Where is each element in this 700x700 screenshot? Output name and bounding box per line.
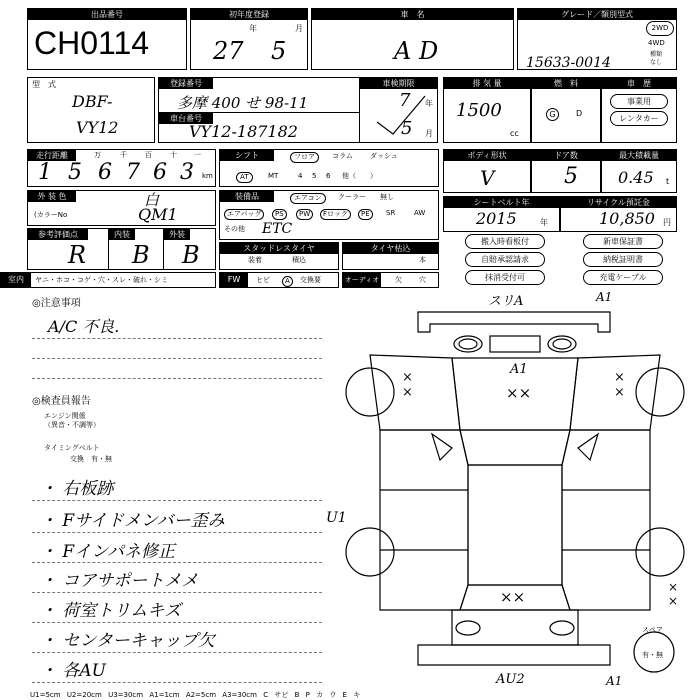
eval-box: [27, 228, 216, 270]
fw-box: [219, 272, 339, 288]
grade-label: グレード／類別型式: [518, 9, 676, 20]
recycle-box: [560, 196, 677, 232]
mileage-digit-2: 5: [68, 160, 82, 185]
equip-none: 無し: [380, 193, 394, 201]
fuel-label: 燃 料: [532, 78, 600, 89]
doc-charging-cable: 充電ケーブル: [583, 270, 663, 285]
caution-label: ◎注意事項: [32, 298, 81, 309]
mark-hood-x: ××: [506, 384, 532, 402]
body-shape-label: ボディ形状: [444, 150, 530, 161]
equip-pw: PW: [296, 209, 313, 220]
fw-a: A: [282, 276, 293, 287]
mark-rear-au2: AU2: [496, 672, 525, 687]
legend-sabi: サビ: [274, 691, 289, 699]
displacement-label: 排 気 量: [444, 78, 530, 89]
doc-signboard: 搬入時看板付: [465, 234, 545, 249]
displacement-value: 1500: [456, 100, 502, 121]
engine-label: エンジン関係 （異音・不調等）: [44, 412, 100, 429]
report-item-7: ・ 各AU: [40, 661, 107, 681]
inspection-month: 5: [401, 118, 413, 139]
color-no: QM1: [138, 205, 178, 224]
report-item-2: ・ Fサイドメンバー歪み: [40, 511, 225, 531]
mileage-unit-ichi: 一: [194, 151, 201, 159]
first-reg-year: 27: [213, 37, 244, 65]
room-box: [0, 272, 216, 288]
mark-left-side-u1: U1: [326, 510, 347, 526]
audio-box: [342, 272, 439, 288]
drive-none: 種類 なし: [650, 51, 663, 66]
grade-value: 15633-0014: [526, 55, 611, 71]
mark-rear-x: ××: [500, 588, 526, 606]
mark-front-a1: A1: [596, 290, 613, 304]
inspection-month-unit: 月: [425, 129, 433, 138]
doc-insurance: 自賠承認請求: [465, 252, 545, 267]
doc-deregistration: 抹消受付可: [465, 270, 545, 285]
rule-7: [32, 592, 322, 593]
other-value: ETC: [262, 221, 293, 237]
mileage-label: 走行距離: [28, 150, 76, 161]
doc-warranty: 新車保証書: [583, 234, 663, 249]
model-name-label: 車 名: [312, 9, 513, 20]
seatbelt-value: 2015: [476, 209, 517, 228]
drive-4wd: 4WD: [648, 39, 665, 47]
purpose-box: [601, 77, 677, 143]
mileage-digit-3: 6: [98, 160, 112, 185]
mileage-km: km: [202, 172, 213, 180]
mark-front-bumper: スリA: [488, 294, 524, 309]
color-box: [27, 190, 216, 226]
max-load-value: 0.45: [618, 168, 654, 187]
inspection-year-unit: 年: [425, 99, 433, 108]
mileage-digit-4: 7: [126, 160, 140, 185]
inspection-slash: [369, 92, 429, 140]
shift-column: コラム: [332, 152, 353, 160]
legend-a3: A3=30cm: [222, 691, 257, 699]
mark-right-front-x: ××: [612, 370, 627, 400]
exterior-value: B: [182, 241, 200, 269]
caution-text: A/C 不良.: [48, 317, 120, 336]
model-code-2: VY12: [76, 118, 119, 137]
rule-6: [32, 562, 322, 563]
mark-rear-a1: A1: [606, 674, 623, 688]
mileage-unit-hyaku: 百: [145, 151, 152, 159]
drive-2wd: 2WD: [646, 21, 674, 36]
shift-label: シフト: [220, 150, 274, 161]
equip-cooler: クーラー: [338, 193, 366, 201]
chassis-label: 車台番号: [159, 113, 213, 124]
studless-loaded: 積込: [292, 256, 306, 264]
model-name-box: [311, 8, 514, 70]
fuel-g: G: [546, 108, 559, 121]
registration-label: 登録番号: [159, 78, 213, 89]
doors-label: ドア数: [532, 150, 600, 161]
legend-bar: [30, 691, 700, 700]
report-item-5: ・ 荷室トリムキズ: [40, 601, 182, 621]
inspector-label: ◎検査員報告: [32, 396, 91, 407]
color-no-label: (カラーNo: [34, 211, 68, 219]
displacement-unit: cc: [510, 129, 519, 138]
month-unit: 月: [295, 24, 303, 33]
rule-1: [32, 338, 322, 339]
exterior-label: 外装: [164, 229, 190, 240]
body-shape-value: V: [480, 166, 495, 190]
timing-label: タイミングベルト: [44, 444, 100, 452]
equipment-label: 装備品: [220, 191, 274, 202]
studless-mounted: 装着: [248, 256, 262, 264]
report-item-6: ・ センターキャップ欠: [40, 631, 215, 651]
audio-label: オーディオ: [343, 273, 381, 287]
registration-box: [158, 77, 438, 143]
rule-8: [32, 622, 322, 623]
tire-box: [342, 242, 439, 270]
model-code-label: 型 式: [32, 80, 56, 89]
spare-options: 有・無: [642, 651, 663, 659]
fuel-box: [531, 77, 601, 143]
inspection-year: 7: [399, 90, 411, 111]
mileage-unit-juu: 十: [170, 151, 177, 159]
shift-dash: ダッシュ: [370, 152, 398, 160]
doc-tax: 納税証明書: [583, 252, 663, 267]
doors-box: [531, 149, 601, 193]
report-item-3: ・ Fインパネ修正: [40, 542, 176, 562]
tire-unit: 本: [419, 256, 426, 264]
equipment-box: [219, 190, 439, 240]
year-unit: 年: [249, 24, 257, 33]
legend-u3: U3=30cm: [108, 691, 144, 699]
mileage-unit-man: 万: [94, 151, 101, 159]
body-shape-box: [443, 149, 531, 193]
mark-right-rear-x: ××: [666, 580, 680, 608]
interior-label: 内装: [109, 229, 135, 240]
shift-5: 5: [312, 172, 317, 180]
recycle-value: 10,850: [599, 209, 655, 228]
registration-number: 多摩 400 せ 98-11: [177, 94, 309, 112]
fw-replace: 交換要: [300, 276, 321, 284]
seatbelt-box: [443, 196, 560, 232]
seatbelt-label: シートベルト年: [444, 197, 559, 208]
legend-p: P: [305, 691, 310, 699]
mileage-digit-6: 3: [180, 160, 194, 185]
equip-airbag: エアバッグ: [224, 209, 264, 220]
color-value: 白: [144, 191, 160, 209]
legend-u1: U1=5cm: [30, 691, 61, 699]
documents-box: [443, 232, 677, 288]
model-name: A D: [394, 37, 439, 65]
lot-number: CH0114: [34, 25, 150, 61]
legend-ka: カ: [316, 691, 324, 699]
legend-ki: キ: [353, 691, 361, 699]
report-item-1: ・ 右板跡: [40, 479, 114, 499]
shift-floor: フロア: [290, 152, 319, 163]
rule-10: [32, 682, 322, 683]
recycle-label: リサイクル預託金: [561, 197, 676, 208]
legend-a1: A1=1cm: [149, 691, 180, 699]
shift-mt: MT: [268, 172, 279, 180]
mileage-box: [27, 149, 216, 187]
legend-e: E: [342, 691, 347, 699]
shift-at: AT: [236, 172, 253, 183]
shift-6: 6: [326, 172, 331, 180]
rule-9: [32, 652, 322, 653]
mileage-unit-sen: 千: [120, 151, 127, 159]
lot-number-box: [27, 8, 187, 70]
legend-b: B: [294, 691, 300, 699]
doors-value: 5: [564, 164, 578, 189]
eval-value: R: [68, 241, 87, 269]
seatbelt-unit: 年: [540, 218, 548, 227]
inspection-label: 車検期限: [360, 78, 437, 89]
interior-value: B: [132, 241, 150, 269]
shift-box: [219, 149, 439, 187]
equip-aircon: エアコン: [290, 193, 326, 204]
rule-4: [32, 500, 322, 501]
max-load-unit: t: [666, 177, 670, 186]
rule-3: [32, 378, 322, 379]
max-load-box: [601, 149, 677, 193]
purpose-label: 車 歴: [602, 78, 676, 89]
audio-missing: 欠: [395, 276, 402, 284]
first-registration-label: 初年度登録: [191, 9, 307, 20]
equip-flock: Fロック: [320, 209, 351, 220]
lot-number-label: 出品番号: [28, 9, 186, 20]
legend-u: ウ: [329, 691, 337, 699]
shift-4: 4: [298, 172, 303, 180]
mileage-digit-1: 1: [38, 160, 52, 185]
spare-label: スペア: [642, 626, 663, 634]
equip-pe: PE: [358, 209, 373, 220]
other-label: その他: [224, 225, 245, 233]
tire-label: タイヤ枯込: [343, 243, 438, 254]
rule-5: [32, 532, 322, 533]
first-reg-month: 5: [271, 37, 287, 65]
fw-crack: ヒビ: [256, 276, 270, 284]
recycle-unit: 円: [663, 218, 671, 227]
room-label: 室内: [1, 273, 31, 287]
fw-label: FW: [220, 273, 248, 287]
legend-u2: U2=20cm: [66, 691, 102, 699]
purpose-business: 事業用: [610, 94, 668, 109]
mileage-digit-5: 6: [153, 160, 167, 185]
shift-other: 他（ ）: [342, 172, 377, 180]
room-options: ヤニ・ホコ・コゲ・穴・スレ・破れ・シミ: [35, 276, 168, 284]
chassis-number: VY12-187182: [189, 122, 298, 141]
grade-box: [517, 8, 677, 70]
equip-sr: SR: [386, 209, 396, 217]
mark-hood-a1: A1: [510, 362, 528, 377]
equip-ps: PS: [272, 209, 287, 220]
max-load-label: 最大積載量: [602, 150, 676, 161]
displacement-box: [443, 77, 531, 143]
model-code-box: [27, 77, 155, 143]
purpose-rental: レンタカー: [610, 111, 668, 126]
audio-hole: 穴: [419, 276, 426, 284]
first-registration-box: [190, 8, 308, 70]
legend-a2: A2=5cm: [185, 691, 217, 699]
eval-label: 参考評価点: [28, 229, 88, 240]
studless-box: [219, 242, 339, 270]
model-code-1: DBF-: [72, 92, 113, 111]
legend-c: C: [263, 691, 269, 699]
rule-2: [32, 358, 322, 359]
color-label: 外 装 色: [28, 191, 76, 202]
studless-label: スタッドレスタイヤ: [220, 243, 338, 254]
mark-left-front-x: ××: [400, 370, 415, 400]
equip-aw: AW: [414, 209, 426, 217]
timing-options: 交換 有・無: [70, 455, 112, 463]
fuel-d: D: [576, 109, 583, 118]
report-item-4: ・ コアサポートメメ: [40, 571, 199, 591]
